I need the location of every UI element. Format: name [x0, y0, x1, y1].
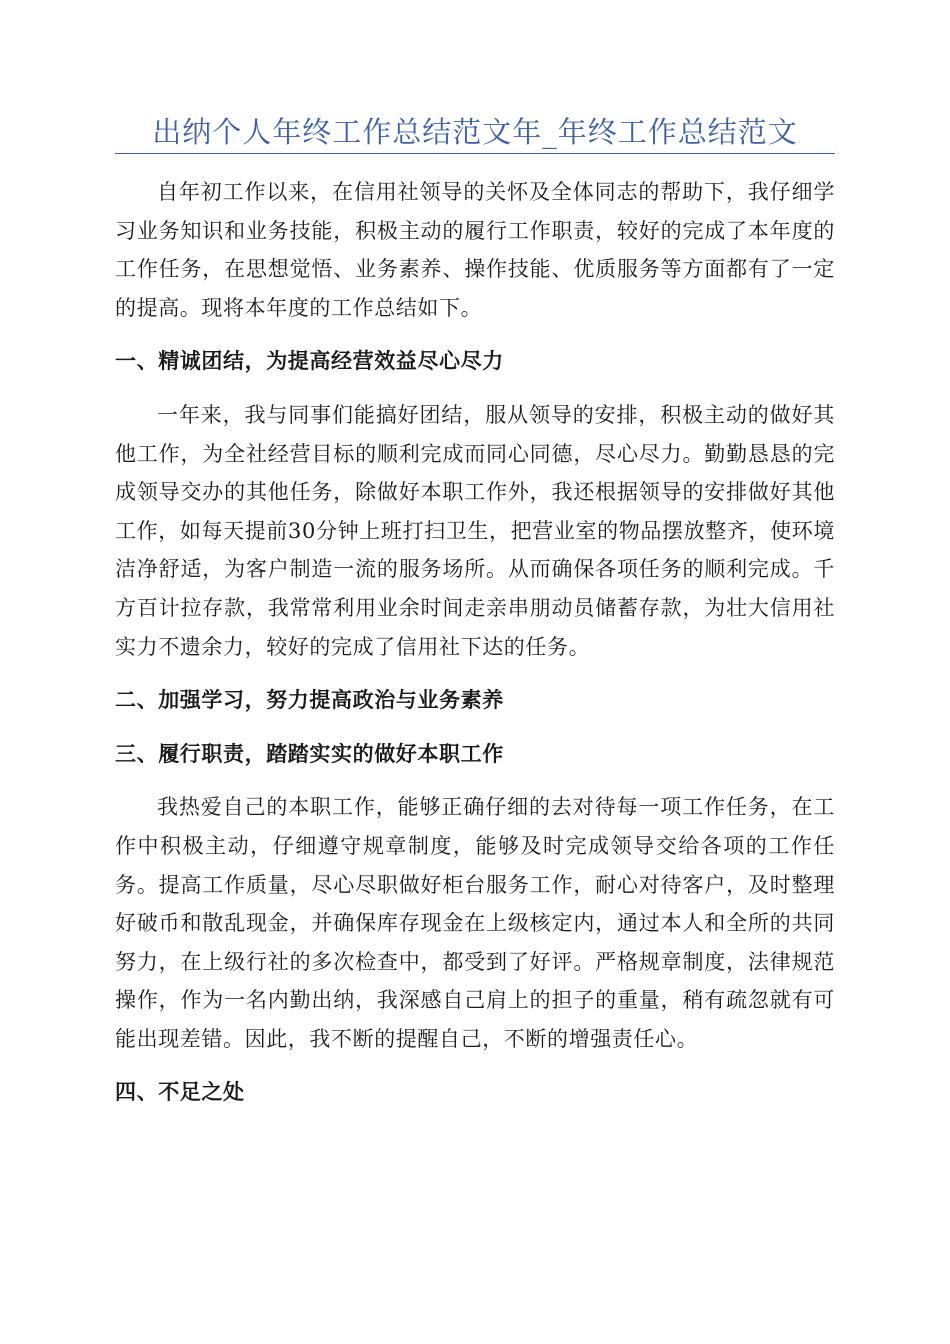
section-heading-3: 三、履行职责，踏踏实实的做好本职工作 — [115, 741, 504, 766]
title-underline — [115, 153, 835, 154]
section-heading-2: 二、加强学习，努力提高政治与业务素养 — [115, 688, 504, 713]
section-1-paragraph: 一年来，我与同事们能搞好团结，服从领导的安排，积极主动的做好其他工作，为全社经营目标的顺利完成而同心同德，尽心尽力。勤勤恳恳的完成领导交办的其他任务，除做好本职工作外，我还根据领导的安排做好其他工作，如每天提前30分钟上班打扫卫生，把营业室的物品摆放整齐，使环境洁净舒适，为客户制造一流的服务场所。从而确保各项任务的顺利完成。千方百计拉存款，我常常利用业余时间走亲串朋动员储蓄存款，为壮大信用社实力不遗余力，较好的完成了信用社下达的任务。 — [115, 402, 835, 659]
section-3-paragraph: 我热爱自己的本职工作，能够正确仔细的去对待每一项工作任务，在工作中积极主动，仔细遵守规章制度，能够及时完成领导交给各项的工作任务。提高工作质量，尽心尽职做好柜台服务工作，耐心对待客户，及时整理好破币和散乱现金，并确保库存现金在上级核定内，通过本人和全所的共同努力，在上级行社的多次检查中，都受到了好评。严格规章制度，法律规范操作，作为一名内勤出纳，我深感自己肩上的担子的重量，稍有疏忽就有可能出现差错。因此，我不断的提醒自己，不断的增强责任心。 — [115, 795, 835, 1051]
intro-paragraph: 自年初工作以来，在信用社领导的关怀及全体同志的帮助下，我仔细学习业务知识和业务技能，积极主动的履行工作职责，较好的完成了本年度的工作任务，在思想觉悟、业务素养、操作技能、优质服务等方面都有了一定的提高。现将本年度的工作总结如下。 — [115, 180, 835, 320]
section-heading-4: 四、不足之处 — [115, 1080, 245, 1105]
document-body — [115, 173, 835, 1112]
document-title: 出纳个人年终工作总结范文年_年终工作总结范文 — [152, 115, 798, 149]
section-heading-1: 一、精诚团结，为提高经营效益尽心尽力 — [115, 349, 504, 374]
